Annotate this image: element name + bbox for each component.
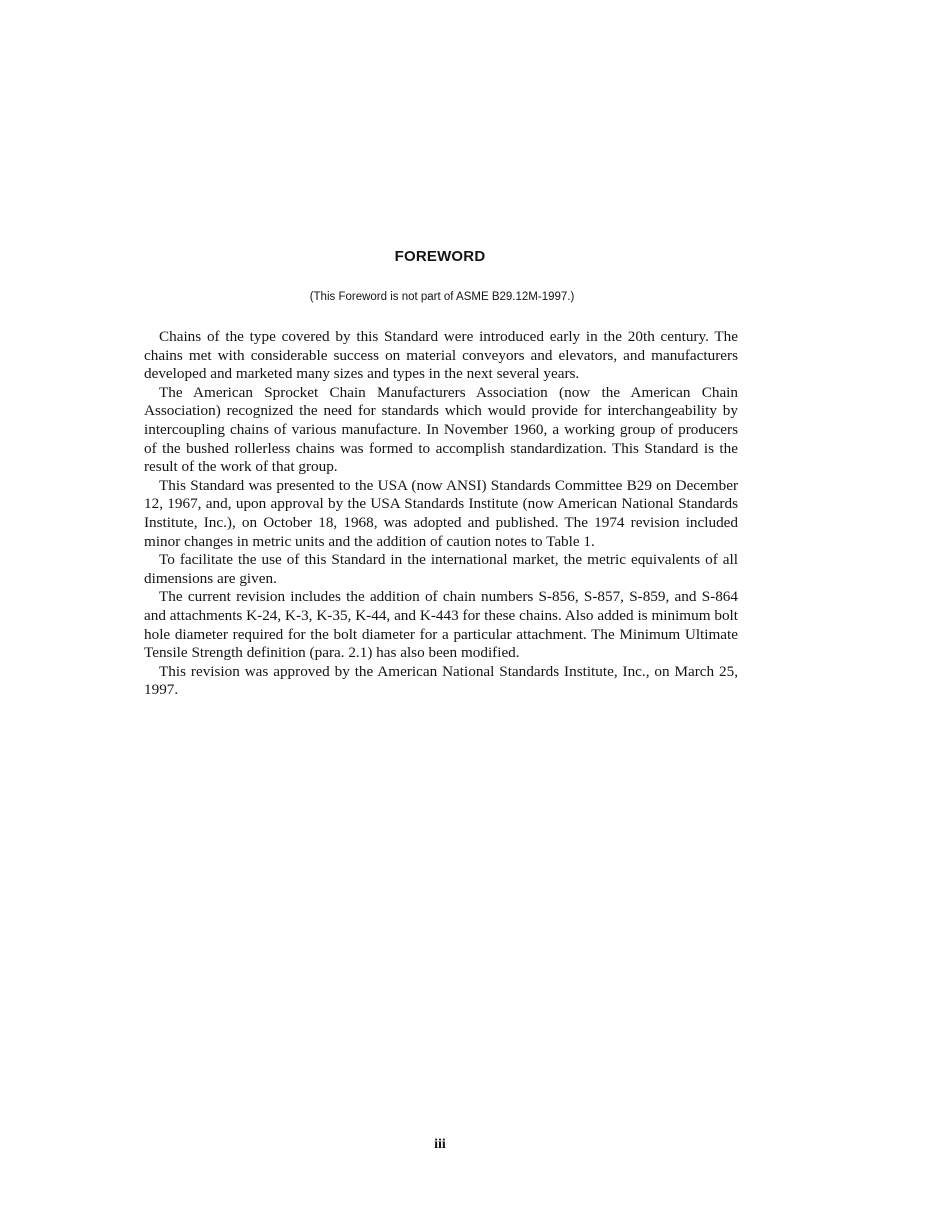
page-title: FOREWORD	[394, 248, 486, 265]
paragraph-final-approval: This revision was approved by the American National Standards Institute, Inc., on March 25, 1997.	[144, 662, 738, 699]
paragraph-association: The American Sprocket Chain Manufacturers Association (now the American Chain Association) recognized the need for standards which would provide for interchangeability by intercoupling chains of various manufacture. In November 1960, a working group of producers of the bushed rollerless chains was formed to accomplish standardization. This Standard is the result of the work of that group.	[144, 383, 738, 476]
foreword-note: (This Foreword is not part of ASME B29.12M-1997.)	[309, 291, 575, 303]
paragraph-approval-history: This Standard was presented to the USA (now ANSI) Standards Committee B29 on December 12, 1967, and, upon approval by the USA Standards Institute (now American National Standards Institute, Inc.), on October 18, 1968, was adopted and published. The 1974 revision included minor changes in metric units and the addition of caution notes to Table 1.	[144, 476, 738, 550]
paragraph-current-revision: The current revision includes the addition of chain numbers S-856, S-857, S-859, and S-864 and attachments K-24, K-3, K-35, K-44, and K-443 for these chains. Also added is minimum bolt hole diameter required for the bolt diameter for a particular attachment. The Minimum Ultimate Tensile Strength definition (para. 2.1) has also been modified.	[144, 588, 738, 662]
paragraph-metric-equivalents: To facilitate the use of this Standard in the international market, the metric equivalents of all dimensions are given.	[144, 551, 738, 587]
foreword-body	[144, 328, 738, 700]
paragraph-introduction: Chains of the type covered by this Standard were introduced early in the 20th century. The chains met with considerable success on material conveyors and elevators, and manufacturers developed and marketed many sizes and types in the next several years.	[144, 328, 738, 383]
page-number: iii	[434, 1137, 446, 1152]
